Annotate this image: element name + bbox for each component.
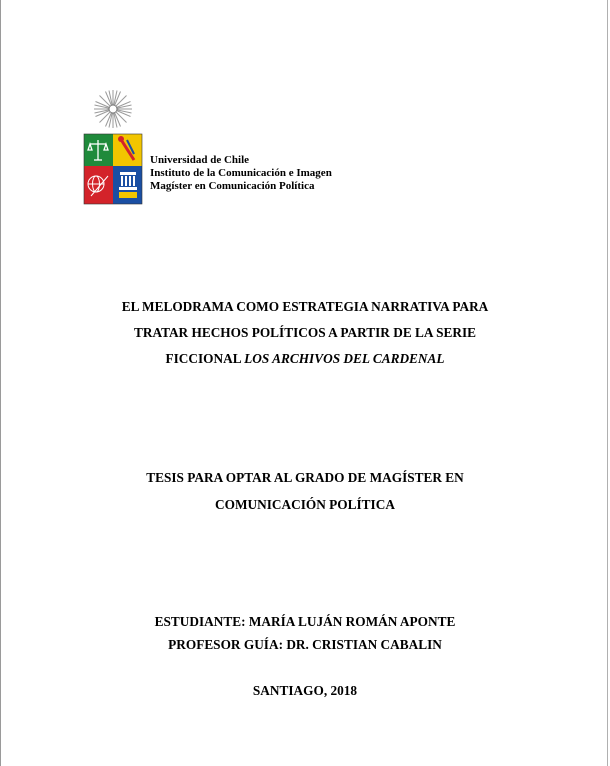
shield-icon bbox=[84, 134, 142, 204]
thesis-title-series-name: LOS ARCHIVOS DEL CARDENAL bbox=[244, 351, 445, 366]
thesis-title bbox=[0, 294, 610, 372]
thesis-title-line-2: TRATAR HECHOS POLÍTICOS A PARTIR DE LA SERIE bbox=[133, 325, 476, 340]
university-logo bbox=[82, 88, 144, 208]
advisor-name: PROFESOR GUÍA: DR. CRISTIAN CABALIN bbox=[168, 637, 442, 652]
thesis-title-line-1: EL MELODRAMA COMO ESTRATEGIA NARRATIVA PARA bbox=[121, 299, 489, 314]
authors-block bbox=[0, 610, 610, 656]
institution-university: Universidad de Chile bbox=[150, 154, 250, 166]
institution-block bbox=[150, 154, 332, 193]
sun-rays-icon bbox=[94, 90, 132, 128]
institution-institute: Instituto de la Comunicación e Imagen bbox=[150, 167, 332, 179]
degree-statement bbox=[0, 464, 610, 518]
thesis-title-prefix: FICCIONAL bbox=[165, 351, 245, 366]
place-date: SANTIAGO, 2018 bbox=[252, 683, 358, 698]
institution-program: Magíster en Comunicación Política bbox=[150, 180, 315, 192]
degree-line-1: TESIS PARA OPTAR AL GRADO DE MAGÍSTER EN bbox=[146, 470, 464, 485]
thesis-title-line-3 bbox=[0, 346, 610, 372]
shield-quarter-blue bbox=[113, 166, 142, 204]
degree-line-2: COMUNICACIÓN POLÍTICA bbox=[215, 497, 395, 512]
student-name: ESTUDIANTE: MARÍA LUJÁN ROMÁN APONTE bbox=[154, 614, 456, 629]
